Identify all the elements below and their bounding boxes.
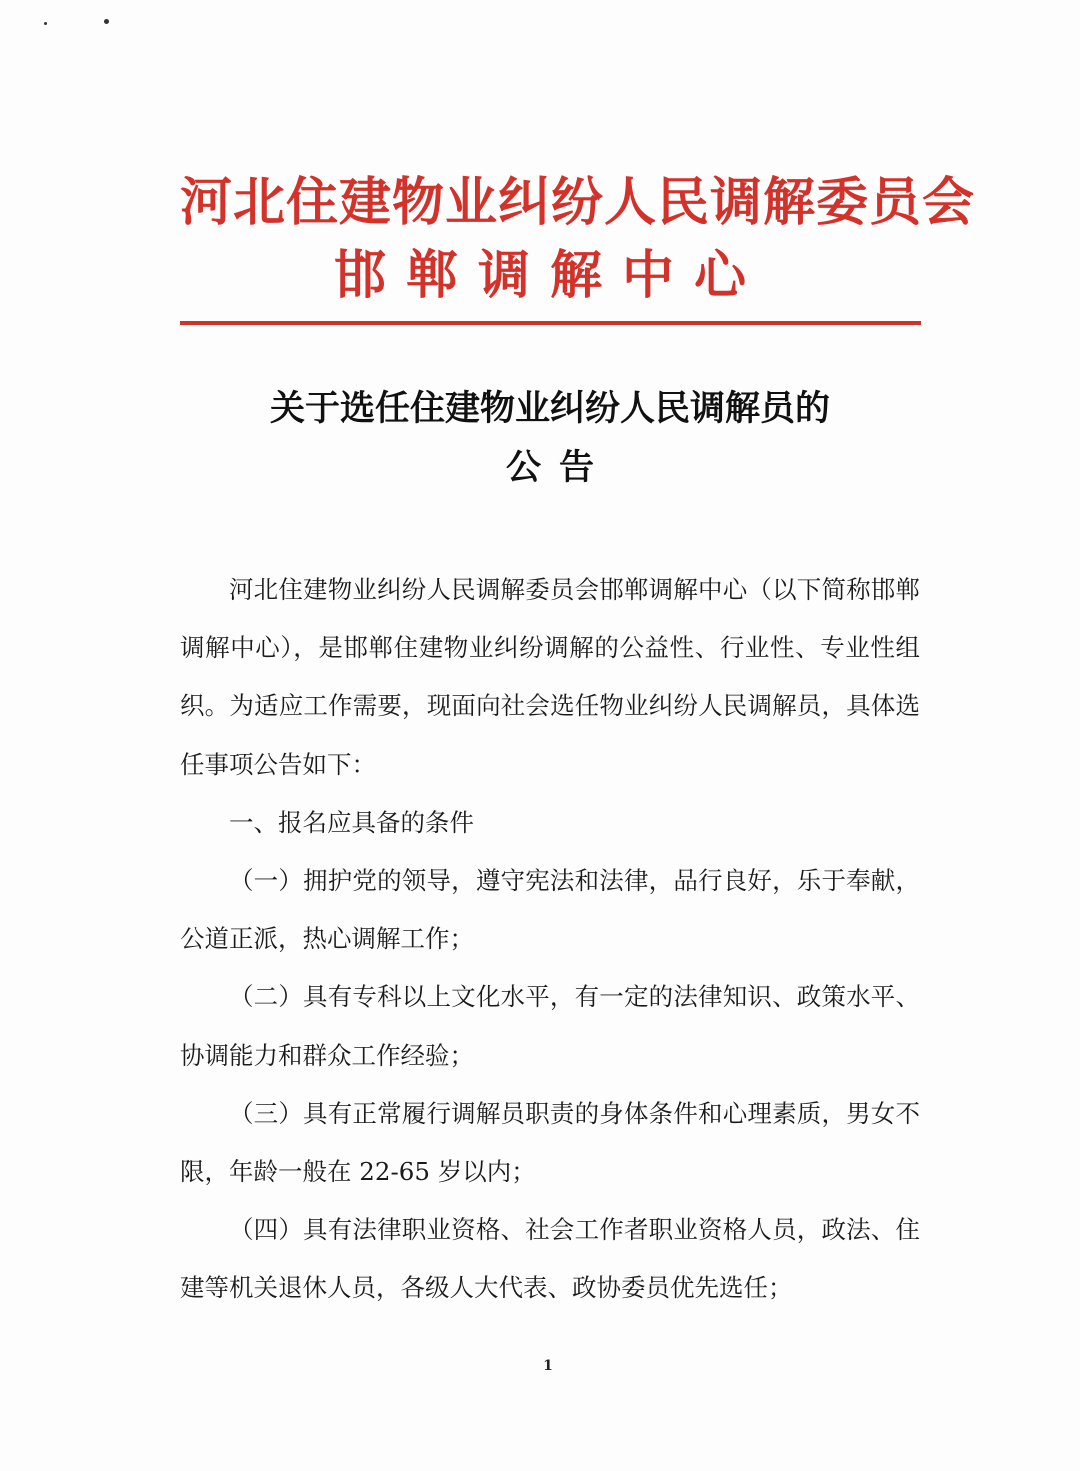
document-title-line1: 关于选任住建物业纠纷人民调解员的 xyxy=(269,389,830,429)
document-title-line2: 公告 xyxy=(505,448,612,488)
red-divider-line xyxy=(180,321,921,325)
org-name-header: 河北住建物业纠纷人民调解委员会 xyxy=(180,173,976,233)
section-heading: 一、报名应具备的条件 xyxy=(229,807,474,837)
scan-speck xyxy=(44,22,47,25)
condition-item-4: （四）具有法律职业资格、社会工作者职业资格人员，政法、住建等机关退休人员，各级人大代表、政协委员优先选任； xyxy=(180,1215,920,1303)
scan-speck xyxy=(104,19,109,24)
condition-item-2: （二）具有专科以上文化水平，有一定的法律知识、政策水平、协调能力和群众工作经验； xyxy=(180,982,920,1070)
center-name-header: 邯郸调解中心 xyxy=(333,246,766,306)
condition-item-3: （三）具有正常履行调解员职责的身体条件和心理素质，男女不限，年龄一般在 22-65 岁以内； xyxy=(180,1098,920,1187)
condition-item-1: （一）拥护党的领导，遵守宪法和法律，品行良好，乐于奉献，公道正派，热心调解工作； xyxy=(180,866,920,954)
page-number: 1 xyxy=(543,1358,553,1374)
document-body xyxy=(180,561,920,1318)
intro-paragraph: 河北住建物业纠纷人民调解委员会邯郸调解中心（以下简称邯郸调解中心），是邯郸住建物业纠纷调解的公益性、行业性、专业性组织。为适应工作需要，现面向社会选任物业纠纷人民调解员，具体选任事项公告如下： xyxy=(180,575,920,779)
